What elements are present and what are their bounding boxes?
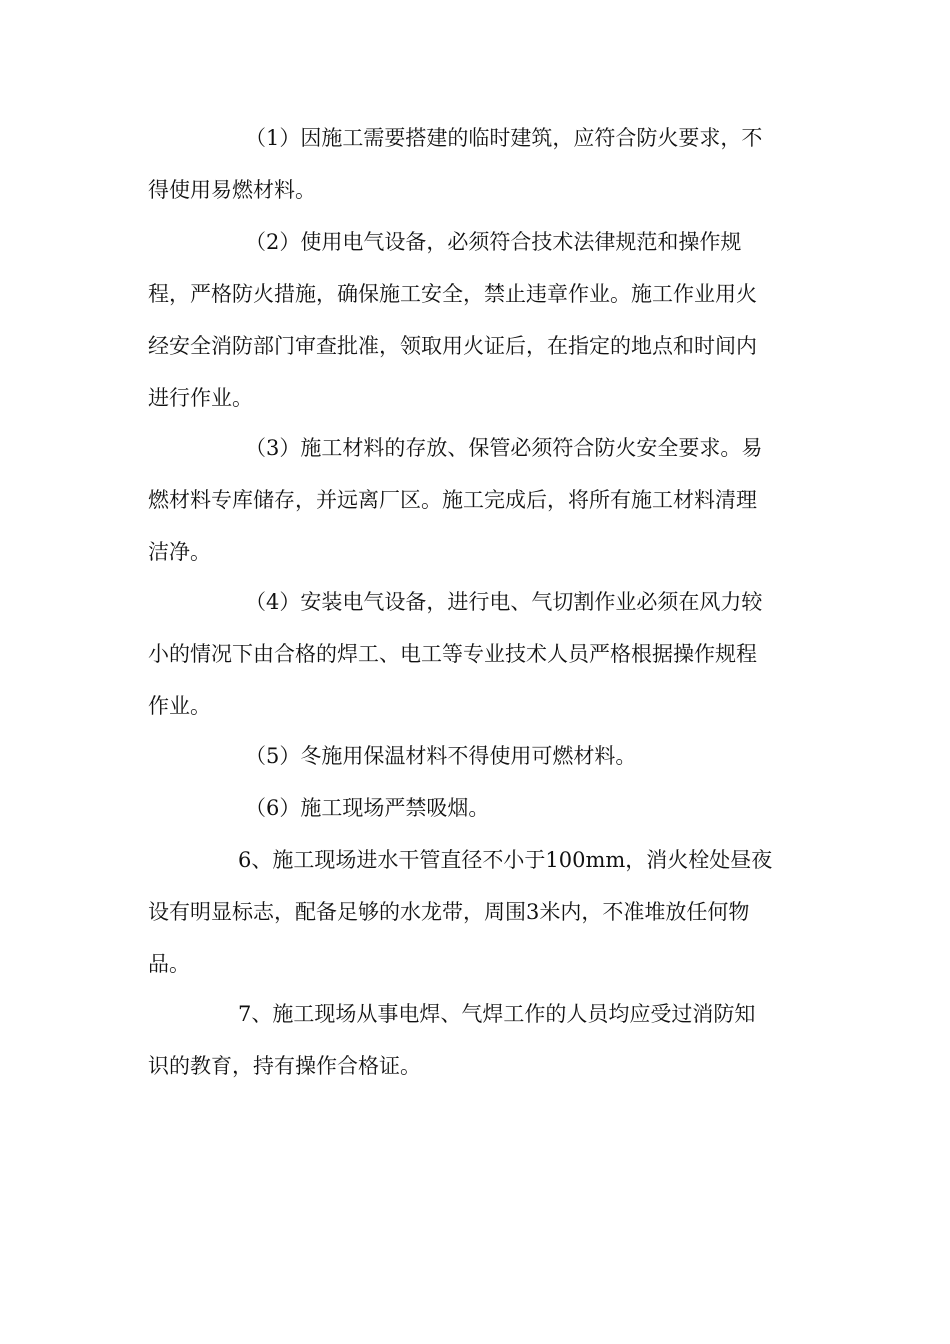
paragraph-line: 作业。	[148, 694, 211, 718]
paragraph-line: （2）使用电气设备，必须符合技术法律规范和操作规	[245, 230, 742, 254]
paragraph-line: 燃材料专库储存，并远离厂区。施工完成后，将所有施工材料清理	[148, 488, 757, 512]
paragraph-line: （6）施工现场严禁吸烟。	[245, 796, 490, 820]
paragraph-line: （4）安装电气设备，进行电、气切割作业必须在风力较	[245, 590, 763, 614]
paragraph-line: 得使用易燃材料。	[148, 178, 316, 202]
paragraph-line: 小的情况下由合格的焊工、电工等专业技术人员严格根据操作规程	[148, 642, 757, 666]
paragraph-line: 经安全消防部门审查批准，领取用火证后，在指定的地点和时间内	[148, 334, 757, 358]
paragraph-8	[148, 988, 808, 1092]
paragraph-line: 6、施工现场进水干管直径不小于100mm，消火栓处昼夜	[238, 848, 773, 872]
paragraph-5	[148, 730, 808, 782]
paragraph-6	[148, 782, 808, 834]
paragraph-4	[148, 576, 808, 732]
paragraph-line: 识的教育，持有操作合格证。	[148, 1054, 421, 1078]
paragraph-line: 洁净。	[148, 540, 211, 564]
paragraph-3	[148, 422, 808, 578]
paragraph-line: （3）施工材料的存放、保管必须符合防火安全要求。易	[245, 436, 763, 460]
paragraph-line: 设有明显标志，配备足够的水龙带，周围3米内，不准堆放任何物	[148, 900, 750, 924]
paragraph-line: 品。	[148, 952, 190, 976]
paragraph-line: 程，严格防火措施，确保施工安全，禁止违章作业。施工作业用火	[148, 282, 757, 306]
paragraph-7	[148, 834, 808, 990]
paragraph-line: （5）冬施用保温材料不得使用可燃材料。	[245, 744, 637, 768]
paragraph-1	[148, 112, 808, 216]
paragraph-line: 进行作业。	[148, 386, 253, 410]
paragraph-2	[148, 216, 808, 424]
paragraph-line: （1）因施工需要搭建的临时建筑，应符合防火要求，不	[245, 126, 763, 150]
paragraph-line: 7、施工现场从事电焊、气焊工作的人员均应受过消防知	[238, 1002, 756, 1026]
